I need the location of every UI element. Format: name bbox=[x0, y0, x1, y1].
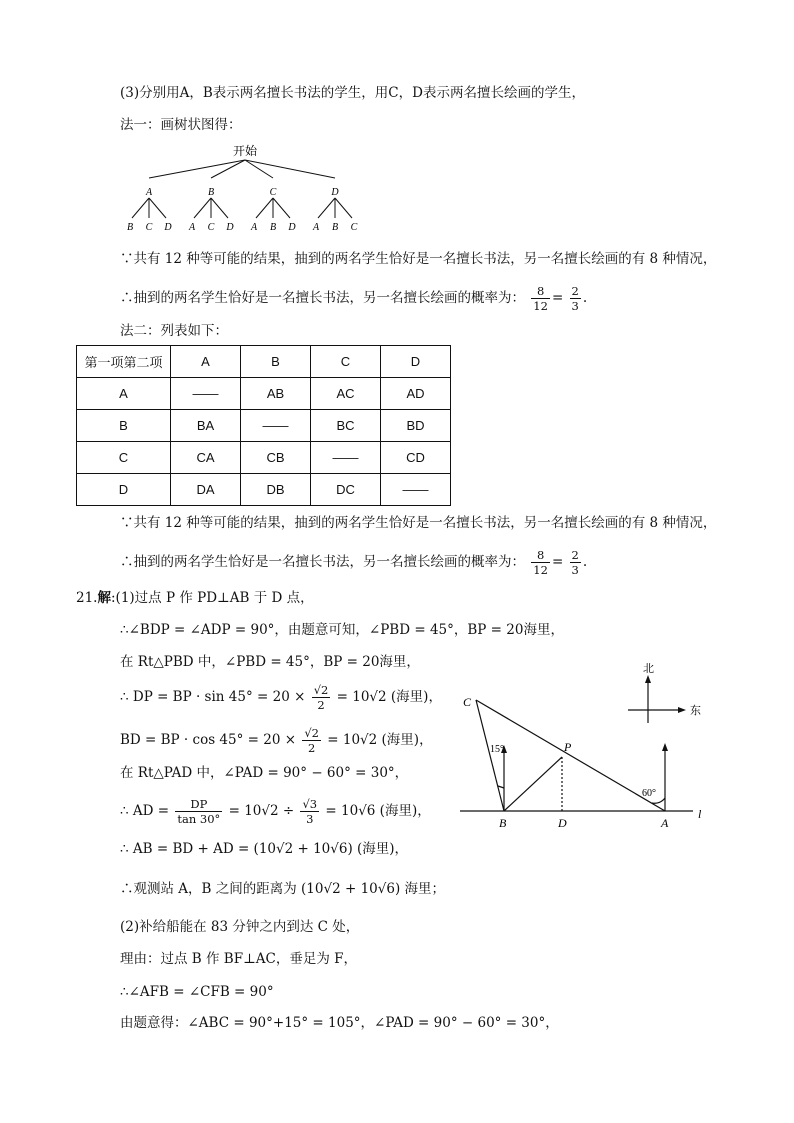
q21-l4 bbox=[120, 683, 442, 712]
segment-cb bbox=[476, 700, 504, 811]
compass-arrow-north bbox=[645, 675, 651, 683]
table-cell: —— bbox=[311, 442, 381, 474]
frac-num: 2 bbox=[571, 548, 579, 562]
therefore-line: ∴抽到的两名学生恰好是一名擅长书法，另一名擅长绘画的概率为： $\frac{8}{12}$ = $\frac{2}{3}$ . bbox=[120, 284, 588, 313]
table-cell: B bbox=[77, 410, 171, 442]
frac-den: 3 bbox=[306, 812, 314, 826]
frac-den: 2 bbox=[307, 741, 316, 755]
table-cell: —— bbox=[241, 410, 311, 442]
q21-l13: 由题意得：∠ABC = 90°+15° = 105°，∠PAD = 90° − 60° = 30°， bbox=[120, 1015, 559, 1031]
tree-leaf: B bbox=[331, 222, 339, 233]
angle-label-a: 60° bbox=[642, 788, 656, 799]
table-cell: BD bbox=[381, 410, 451, 442]
outcome-table bbox=[76, 345, 451, 506]
part3-intro: (3)分别用A，B表示两名擅长书法的学生，用C，D表示两名擅长绘画的学生， bbox=[120, 85, 585, 101]
label-p: P bbox=[564, 740, 572, 754]
table-row bbox=[77, 378, 451, 410]
q21-l12: ∴∠AFB = ∠CFB = 90° bbox=[120, 984, 274, 1000]
q21-l7a: ∴ AD = bbox=[120, 803, 170, 819]
tree-level1: B bbox=[207, 187, 215, 198]
fraction bbox=[302, 726, 321, 755]
tree-leaf: C bbox=[207, 222, 215, 233]
angle-label-b: 15° bbox=[490, 744, 504, 755]
q21-l5a: BD = BP · cos 45° = 20 × bbox=[120, 732, 297, 748]
angle-arc-b bbox=[498, 786, 504, 788]
frac-num: 8 bbox=[531, 284, 550, 299]
table-cell: —— bbox=[171, 378, 241, 410]
q21-l4b: = 10√2 (海里)， bbox=[336, 689, 442, 705]
q21-l4a: ∴ DP = BP · sin 45° = 20 × bbox=[120, 689, 306, 705]
method2-label: 法二：列表如下： bbox=[120, 323, 228, 339]
prob-fraction-2 bbox=[570, 284, 581, 313]
q21-l7 bbox=[120, 797, 431, 826]
table-cell: AC bbox=[311, 378, 381, 410]
tree-leaf: B bbox=[269, 222, 277, 233]
table-cell: CA bbox=[171, 442, 241, 474]
arrowhead-a bbox=[662, 743, 668, 751]
tree-leaf: D bbox=[164, 222, 172, 233]
because-line-2: ∵共有 12 种等可能的结果，抽到的两名学生恰好是一名擅长书法，另一名擅长绘画的有 8 种情况， bbox=[120, 515, 717, 531]
because-line: ∵共有 12 种等可能的结果，抽到的两名学生恰好是一名擅长书法，另一名擅长绘画的有 8 种情况， bbox=[120, 251, 717, 267]
geometry-diagram bbox=[455, 660, 715, 830]
table-row bbox=[77, 442, 451, 474]
table-cell: A bbox=[77, 378, 171, 410]
table-cell: CD bbox=[381, 442, 451, 474]
tree-leaf: C bbox=[350, 222, 358, 233]
q21-l1: (1)过点 P 作 PD⊥AB 于 D 点， bbox=[115, 590, 314, 606]
frac-num: √3 bbox=[302, 797, 318, 811]
q21-l11: 理由：过点 B 作 BF⊥AC，垂足为 F， bbox=[120, 951, 358, 967]
q21-l5b: = 10√2 (海里)， bbox=[327, 732, 433, 748]
q21-l7c: = 10√6 (海里)， bbox=[325, 803, 431, 819]
tree-leaf: C bbox=[145, 222, 153, 233]
tree-leaf: A bbox=[312, 222, 320, 233]
tree-leaf: B bbox=[126, 222, 134, 233]
label-b: B bbox=[499, 816, 507, 830]
tree-root: 开始 bbox=[232, 144, 258, 158]
prob-fraction-1 bbox=[531, 284, 550, 313]
method1-label: 法一：画树状图得： bbox=[120, 117, 242, 133]
q21-l7b: = 10√2 ÷ bbox=[228, 803, 295, 819]
table-row bbox=[77, 474, 451, 506]
frac-num: 8 bbox=[531, 548, 550, 563]
therefore-text: ∴抽到的两名学生恰好是一名擅长书法，另一名擅长绘画的概率为： bbox=[120, 290, 525, 306]
tree-leaf: A bbox=[250, 222, 258, 233]
fraction bbox=[312, 683, 331, 712]
q21-l5 bbox=[120, 726, 433, 755]
frac-num: 2 bbox=[571, 284, 579, 298]
prob-fraction-2 bbox=[570, 548, 581, 577]
frac-den: 2 bbox=[317, 698, 325, 712]
table-cell: DB bbox=[241, 474, 311, 506]
therefore-line-2: ∴抽到的两名学生恰好是一名擅长书法，另一名擅长绘画的概率为： $\frac{8}{12}$ = $\frac{2}{3}$ . bbox=[120, 548, 588, 577]
tree-diagram bbox=[115, 140, 375, 235]
compass-arrow-east bbox=[678, 707, 686, 713]
label-c: C bbox=[463, 695, 472, 709]
q21-line-1: 21.解:(1)过点 P 作 PD⊥AB 于 D 点， bbox=[76, 590, 314, 606]
table-cell: BA bbox=[171, 410, 241, 442]
q21-l9: ∴观测站 A，B 之间的距离为 (10√2 + 10√6) 海里； bbox=[120, 881, 446, 897]
fraction bbox=[175, 797, 222, 826]
frac-num: DP bbox=[175, 797, 222, 812]
fraction bbox=[300, 797, 319, 826]
therefore-text: ∴抽到的两名学生恰好是一名擅长书法，另一名擅长绘画的概率为： bbox=[120, 554, 525, 570]
table-cell: DA bbox=[171, 474, 241, 506]
tree-level1: D bbox=[331, 187, 339, 198]
frac-den: 12 bbox=[533, 563, 548, 577]
table-row bbox=[77, 410, 451, 442]
frac-den: 3 bbox=[571, 299, 579, 313]
table-cell: AD bbox=[381, 378, 451, 410]
q21-l8: ∴ AB = BD + AD = (10√2 + 10√6) (海里)， bbox=[120, 841, 409, 857]
tree-level1: C bbox=[269, 187, 277, 198]
tree-leaf: A bbox=[188, 222, 196, 233]
table-header-cell: 第一项第二项 bbox=[77, 346, 171, 378]
prob-fraction-1 bbox=[531, 548, 550, 577]
segment-bp bbox=[504, 757, 562, 811]
frac-num: √2 bbox=[304, 726, 319, 740]
table-header-cell: A bbox=[171, 346, 241, 378]
table-cell: CB bbox=[241, 442, 311, 474]
tree-level1: A bbox=[145, 187, 153, 198]
table-header-row bbox=[77, 346, 451, 378]
table-header-cell: D bbox=[381, 346, 451, 378]
compass-east-label: 东 bbox=[690, 705, 701, 717]
q21-jie: 解 bbox=[97, 590, 111, 606]
table-header-cell: B bbox=[241, 346, 311, 378]
frac-den: 12 bbox=[533, 299, 548, 313]
tree-leaf: D bbox=[226, 222, 234, 233]
table-cell: BC bbox=[311, 410, 381, 442]
compass-north-label: 北 bbox=[643, 663, 654, 675]
q21-l2: ∴∠BDP = ∠ADP = 90°，由题意可知，∠PBD = 45°，BP = 20海里， bbox=[120, 622, 564, 638]
table-cell: DC bbox=[311, 474, 381, 506]
frac-den: tan 30° bbox=[177, 812, 221, 826]
table-cell: C bbox=[77, 442, 171, 474]
q21-l3: 在 Rt△PBD 中，∠PBD = 45°，BP = 20海里， bbox=[120, 654, 420, 670]
frac-num: √2 bbox=[313, 683, 329, 697]
table-cell: —— bbox=[381, 474, 451, 506]
label-a: A bbox=[661, 816, 669, 830]
table-cell: AB bbox=[241, 378, 311, 410]
label-l: l bbox=[698, 807, 702, 821]
q21-l10: (2)补给船能在 83 分钟之内到达 C 处， bbox=[120, 919, 360, 935]
q21-l6: 在 Rt△PAD 中，∠PAD = 90° − 60° = 30°， bbox=[120, 765, 409, 781]
label-d: D bbox=[558, 816, 567, 830]
table-header-cell: C bbox=[311, 346, 381, 378]
tree-leaf: D bbox=[288, 222, 296, 233]
q21-number: 21. bbox=[76, 590, 98, 606]
frac-den: 3 bbox=[571, 563, 579, 577]
table-cell: D bbox=[77, 474, 171, 506]
